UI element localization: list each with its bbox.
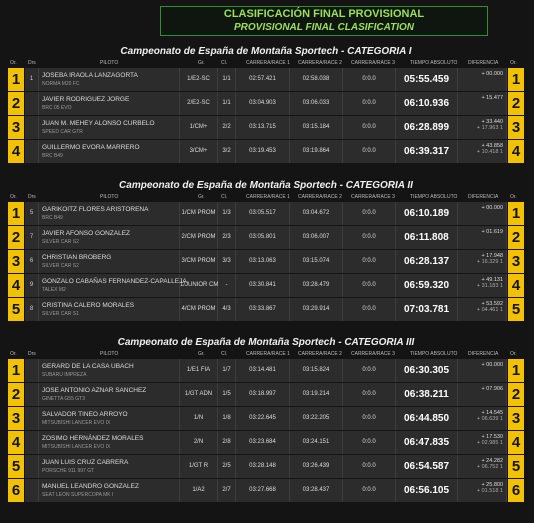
group-class: 1/JUNIOR CM xyxy=(180,274,218,297)
position-badge-right: 1 xyxy=(508,359,524,382)
car-model: NORMA M20 FC xyxy=(42,81,80,87)
car-model: SILVER CAR S1 xyxy=(42,311,79,317)
car-model: GINETTA G55 GT3 xyxy=(42,396,85,402)
absolute-time: 06:38.211 xyxy=(396,383,458,406)
race2-time: 03:22.205 xyxy=(290,407,343,430)
race2-time: 02:58.038 xyxy=(290,68,343,91)
column-header-row xyxy=(8,349,524,359)
column-header-dif: DIFERENCIA xyxy=(468,60,499,66)
difference-cell xyxy=(458,202,507,225)
race3-time: 0:0.0 xyxy=(343,407,396,430)
difference-leader: + 24.282 xyxy=(481,458,503,464)
category-title: Campeonato de España de Montaña Sportech - CATEGORIA II xyxy=(119,180,413,191)
race3-time: 0:0.0 xyxy=(343,140,396,163)
dorsal-number xyxy=(25,407,39,430)
race1-time: 03:13.715 xyxy=(236,116,290,139)
position-badge: 2 xyxy=(8,226,24,249)
car-model: SUBARU IMPREZA xyxy=(42,372,87,378)
absolute-time: 06:47.835 xyxy=(396,431,458,454)
page-header xyxy=(160,6,488,36)
car-model: SILVER CAR S2 xyxy=(42,263,79,269)
driver-name: CRISTINA CALERO MORALES xyxy=(42,302,135,309)
column-header-race3: CARRERA/RACE 3 xyxy=(351,60,395,66)
table-row[interactable] xyxy=(8,92,524,115)
difference-cell xyxy=(458,298,507,321)
dorsal-number xyxy=(25,383,39,406)
race2-time: 03:19.214 xyxy=(290,383,343,406)
dorsal-number xyxy=(25,92,39,115)
group-class: 3/CM PROM xyxy=(180,250,218,273)
race3-time: 0:0.0 xyxy=(343,383,396,406)
driver-cell xyxy=(39,359,180,382)
driver-name: GARIKOITZ FLORES ARISTORENA xyxy=(42,206,149,213)
row-body xyxy=(25,250,507,273)
driver-name: GONZALO CABAÑAS FERNANDEZ-CAPALLEJA xyxy=(42,278,187,285)
difference-leader: + 00.000 xyxy=(481,71,503,77)
car-model: MITSUBISHI LANCER EVO IX xyxy=(42,420,111,426)
group-class: 3/CM+ xyxy=(180,140,218,163)
race1-time: 03:04.903 xyxy=(236,92,290,115)
category-section-2 xyxy=(8,180,524,322)
race2-time: 03:06.007 xyxy=(290,226,343,249)
absolute-time: 06:10.936 xyxy=(396,92,458,115)
driver-cell xyxy=(39,250,180,273)
difference-leader: + 00.000 xyxy=(481,205,503,211)
race2-time: 03:04.672 xyxy=(290,202,343,225)
absolute-time: 06:28.137 xyxy=(396,250,458,273)
dorsal-number: 1 xyxy=(25,68,39,91)
position-badge: 3 xyxy=(8,116,24,139)
class-position: 2/7 xyxy=(218,479,236,502)
row-body xyxy=(25,202,507,225)
column-header-race2: CARRERA/RACE 2 xyxy=(298,351,342,357)
column-header-abs: TIEMPO ABSOLUTO xyxy=(410,60,458,66)
driver-cell xyxy=(39,455,180,478)
position-badge-right: 2 xyxy=(508,383,524,406)
difference-cell xyxy=(458,383,507,406)
column-header-or: Or. xyxy=(10,194,17,200)
difference-cell xyxy=(458,92,507,115)
driver-cell xyxy=(39,431,180,454)
position-badge-right: 3 xyxy=(508,116,524,139)
driver-name: JAVIER RODRIGUEZ JORGE xyxy=(42,96,130,103)
driver-name: JAVIER AFONSO GONZALEZ xyxy=(42,230,131,237)
car-model: BRC B49 xyxy=(42,215,63,221)
column-header-race3: CARRERA/RACE 3 xyxy=(351,351,395,357)
position-badge: 2 xyxy=(8,92,24,115)
table-row[interactable] xyxy=(8,359,524,382)
class-position: 3/3 xyxy=(218,250,236,273)
race3-time: 0:0.0 xyxy=(343,226,396,249)
race3-time: 0:0.0 xyxy=(343,298,396,321)
difference-cell xyxy=(458,226,507,249)
header-title-es: CLASIFICACIÓN FINAL PROVISIONAL xyxy=(223,8,425,20)
difference-leader: + 43.858 xyxy=(481,143,503,149)
class-position: 2/2 xyxy=(218,116,236,139)
row-body xyxy=(25,407,507,430)
difference-previous: + 17.963 1 xyxy=(476,125,503,131)
driver-name: JOSE ANTONIO AZNAR SANCHEZ xyxy=(42,387,147,394)
column-header-row xyxy=(8,58,524,68)
difference-cell xyxy=(458,407,507,430)
position-badge-right: 4 xyxy=(508,274,524,297)
row-body xyxy=(25,274,507,297)
group-class: 1/E1 FIA xyxy=(180,359,218,382)
column-header-dif: DIFERENCIA xyxy=(468,194,499,200)
table-row[interactable] xyxy=(8,455,524,478)
driver-cell xyxy=(39,202,180,225)
race1-time: 03:19.453 xyxy=(236,140,290,163)
table-row[interactable] xyxy=(8,202,524,225)
driver-name: GERARD DE LA CASA UBACH xyxy=(42,363,134,370)
race3-time: 0:0.0 xyxy=(343,116,396,139)
driver-cell xyxy=(39,298,180,321)
column-header-race2: CARRERA/RACE 2 xyxy=(298,194,342,200)
position-badge-right: 5 xyxy=(508,298,524,321)
position-badge-right: 6 xyxy=(508,479,524,502)
column-header-cl: Cl. xyxy=(221,351,228,357)
row-body xyxy=(25,479,507,502)
race1-time: 03:05.801 xyxy=(236,226,290,249)
race1-time: 03:22.645 xyxy=(236,407,290,430)
race2-time: 03:28.437 xyxy=(290,479,343,502)
column-header-piloto: PILOTO xyxy=(100,194,119,200)
race2-time: 03:06.033 xyxy=(290,92,343,115)
group-class: 1/CM PROM xyxy=(180,202,218,225)
race1-time: 03:05.517 xyxy=(236,202,290,225)
difference-cell xyxy=(458,431,507,454)
difference-leader: + 07.906 xyxy=(481,386,503,392)
race1-time: 03:18.997 xyxy=(236,383,290,406)
absolute-time: 06:28.899 xyxy=(396,116,458,139)
position-badge: 5 xyxy=(8,455,24,478)
table-row[interactable] xyxy=(8,298,524,321)
group-class: 1/E2-SC xyxy=(180,68,218,91)
row-body xyxy=(25,359,507,382)
table-row[interactable] xyxy=(8,116,524,139)
column-header-or-right: Or. xyxy=(510,351,517,357)
difference-leader: + 49.131 xyxy=(481,277,503,283)
position-badge: 4 xyxy=(8,140,24,163)
driver-name: JUAN LUIS CRUZ CABRERA xyxy=(42,459,129,466)
difference-previous: + 06.752 1 xyxy=(476,464,503,470)
race2-time: 03:19.864 xyxy=(290,140,343,163)
position-badge: 1 xyxy=(8,202,24,225)
driver-cell xyxy=(39,226,180,249)
row-body xyxy=(25,431,507,454)
class-position: 1/7 xyxy=(218,359,236,382)
car-model: SEAT LEON SUPERCOPA MK I xyxy=(42,492,114,498)
category-section-1 xyxy=(8,46,524,164)
column-header-piloto: PILOTO xyxy=(100,351,119,357)
race3-time: 0:0.0 xyxy=(343,479,396,502)
race3-time: 0:0.0 xyxy=(343,359,396,382)
row-body xyxy=(25,116,507,139)
difference-cell xyxy=(458,479,507,502)
class-position: - xyxy=(218,274,236,297)
driver-name: JUAN M. MEHEY ALONSO CURBELO xyxy=(42,120,155,127)
race1-time: 03:33.867 xyxy=(236,298,290,321)
dorsal-number: 9 xyxy=(25,274,39,297)
difference-previous: + 10.418 1 xyxy=(476,149,503,155)
group-class: 1/GT R xyxy=(180,455,218,478)
difference-leader: + 00.000 xyxy=(481,362,503,368)
position-badge: 3 xyxy=(8,250,24,273)
difference-previous: + 01.518 1 xyxy=(476,488,503,494)
race3-time: 0:0.0 xyxy=(343,431,396,454)
class-position: 4/3 xyxy=(218,298,236,321)
difference-previous: + 02.985 1 xyxy=(476,440,503,446)
race1-time: 03:30.841 xyxy=(236,274,290,297)
difference-leader: + 33.440 xyxy=(481,119,503,125)
difference-cell xyxy=(458,68,507,91)
column-header-race2: CARRERA/RACE 2 xyxy=(298,60,342,66)
row-body xyxy=(25,298,507,321)
column-header-race1: CARRERA/RACE 1 xyxy=(246,60,290,66)
dorsal-number: 8 xyxy=(25,298,39,321)
race2-time: 03:26.439 xyxy=(290,455,343,478)
race3-time: 0:0.0 xyxy=(343,202,396,225)
table-row[interactable] xyxy=(8,226,524,249)
race1-time: 03:23.684 xyxy=(236,431,290,454)
column-header-or: Or. xyxy=(10,351,17,357)
dorsal-number xyxy=(25,431,39,454)
category-section-3 xyxy=(8,337,524,503)
driver-cell xyxy=(39,383,180,406)
difference-cell xyxy=(458,359,507,382)
group-class: 2/N xyxy=(180,431,218,454)
table-row[interactable] xyxy=(8,431,524,454)
driver-name: SALVADOR TINEO ARROYO xyxy=(42,411,128,418)
difference-leader: + 17.530 xyxy=(481,434,503,440)
class-position: 2/8 xyxy=(218,431,236,454)
column-header-or: Or. xyxy=(10,60,17,66)
column-header-gr: Gr. xyxy=(198,351,205,357)
table-row[interactable] xyxy=(8,68,524,91)
absolute-time: 06:54.587 xyxy=(396,455,458,478)
difference-cell xyxy=(458,140,507,163)
column-header-dors: Drs xyxy=(28,351,36,357)
difference-cell xyxy=(458,274,507,297)
difference-leader: + 17.948 xyxy=(481,253,503,259)
group-class: 2/CM PROM xyxy=(180,226,218,249)
driver-cell xyxy=(39,92,180,115)
position-badge-right: 2 xyxy=(508,226,524,249)
column-header-race3: CARRERA/RACE 3 xyxy=(351,194,395,200)
class-position: 1/1 xyxy=(218,68,236,91)
driver-cell xyxy=(39,68,180,91)
group-class: 1/GT ADN xyxy=(180,383,218,406)
difference-previous: + 06.639 1 xyxy=(476,416,503,422)
position-badge-right: 4 xyxy=(508,140,524,163)
position-badge-right: 3 xyxy=(508,250,524,273)
row-body xyxy=(25,140,507,163)
difference-leader: + 25.800 xyxy=(481,482,503,488)
dorsal-number xyxy=(25,479,39,502)
class-position: 1/1 xyxy=(218,92,236,115)
race3-time: 0:0.0 xyxy=(343,92,396,115)
position-badge-right: 1 xyxy=(508,202,524,225)
driver-name: GUILLERMO EVORA MARRERO xyxy=(42,144,140,151)
race2-time: 03:15.824 xyxy=(290,359,343,382)
difference-cell xyxy=(458,455,507,478)
race3-time: 0:0.0 xyxy=(343,68,396,91)
column-header-gr: Gr. xyxy=(198,194,205,200)
race3-time: 0:0.0 xyxy=(343,455,396,478)
table-row[interactable] xyxy=(8,250,524,273)
absolute-time: 06:39.317 xyxy=(396,140,458,163)
difference-leader: + 15.477 xyxy=(481,95,503,101)
row-body xyxy=(25,455,507,478)
driver-cell xyxy=(39,274,187,297)
table-row[interactable] xyxy=(8,479,524,502)
class-position: 1/3 xyxy=(218,202,236,225)
position-badge-right: 2 xyxy=(508,92,524,115)
column-header-abs: TIEMPO ABSOLUTO xyxy=(410,194,458,200)
driver-name: MANUEL LEANDRO GONZALEZ xyxy=(42,483,139,490)
position-badge: 1 xyxy=(8,359,24,382)
driver-cell xyxy=(39,116,180,139)
group-class: 2/E2-SC xyxy=(180,92,218,115)
column-header-gr: Gr. xyxy=(198,60,205,66)
difference-cell xyxy=(458,250,507,273)
absolute-time: 06:59.320 xyxy=(396,274,458,297)
absolute-time: 06:44.850 xyxy=(396,407,458,430)
position-badge-right: 5 xyxy=(508,455,524,478)
table-row[interactable] xyxy=(8,383,524,406)
position-badge: 1 xyxy=(8,68,24,91)
category-title: Campeonato de España de Montaña Sportech - CATEGORIA I xyxy=(120,46,412,57)
race1-time: 03:13.063 xyxy=(236,250,290,273)
absolute-time: 06:56.105 xyxy=(396,479,458,502)
class-position: 1/5 xyxy=(218,383,236,406)
class-position: 1/8 xyxy=(218,407,236,430)
header-title-en: PROVISIONAL FINAL CLASIFICATION xyxy=(233,22,414,33)
row-body xyxy=(25,92,507,115)
dorsal-number xyxy=(25,455,39,478)
row-body xyxy=(25,68,507,91)
race1-time: 02:57.421 xyxy=(236,68,290,91)
position-badge: 3 xyxy=(8,407,24,430)
difference-leader: + 14.545 xyxy=(481,410,503,416)
position-badge-right: 4 xyxy=(508,431,524,454)
race1-time: 03:14.481 xyxy=(236,359,290,382)
absolute-time: 06:11.808 xyxy=(396,226,458,249)
driver-name: CHRISTIAN BROBERG xyxy=(42,254,112,261)
group-class: 1/CM+ xyxy=(180,116,218,139)
race1-time: 03:27.668 xyxy=(236,479,290,502)
car-model: SILVER CAR S2 xyxy=(42,239,79,245)
category-title: Campeonato de España de Montaña Sportech - CATEGORIA III xyxy=(117,337,415,348)
table-row[interactable] xyxy=(8,407,524,430)
column-header-cl: Cl. xyxy=(221,60,228,66)
column-header-dors: Drs xyxy=(28,194,36,200)
difference-leader: + 01.619 xyxy=(481,229,503,235)
column-header-cl: Cl. xyxy=(221,194,228,200)
absolute-time: 06:10.189 xyxy=(396,202,458,225)
position-badge: 4 xyxy=(8,431,24,454)
column-header-dif: DIFERENCIA xyxy=(468,351,499,357)
position-badge: 4 xyxy=(8,274,24,297)
car-model: TALEX M2 xyxy=(42,287,66,293)
race2-time: 03:15.074 xyxy=(290,250,343,273)
car-model: BRC 05 EVO xyxy=(42,105,72,111)
absolute-time: 06:30.305 xyxy=(396,359,458,382)
position-badge: 5 xyxy=(8,298,24,321)
race2-time: 03:24.151 xyxy=(290,431,343,454)
column-header-or-right: Or. xyxy=(510,60,517,66)
absolute-time: 07:03.781 xyxy=(396,298,458,321)
position-badge: 6 xyxy=(8,479,24,502)
class-position: 2/5 xyxy=(218,455,236,478)
class-position: 2/3 xyxy=(218,226,236,249)
driver-name: ZOSIMO HERNÁNDEZ MORALES xyxy=(42,435,144,442)
race3-time: 0:0.0 xyxy=(343,274,396,297)
column-header-row xyxy=(8,192,524,202)
difference-previous: + 04.461 1 xyxy=(476,307,503,313)
absolute-time: 05:55.459 xyxy=(396,68,458,91)
car-model: BRC B49 xyxy=(42,153,63,159)
position-badge-right: 3 xyxy=(508,407,524,430)
race2-time: 03:29.914 xyxy=(290,298,343,321)
group-class: 1/N xyxy=(180,407,218,430)
column-header-or-right: Or. xyxy=(510,194,517,200)
driver-cell xyxy=(39,407,180,430)
column-header-dors: Drs xyxy=(28,60,36,66)
group-class: 4/CM PROM xyxy=(180,298,218,321)
driver-name: JOSEBA IRAOLA LANZAGORTA xyxy=(42,72,138,79)
difference-leader: + 53.592 xyxy=(481,301,503,307)
driver-cell xyxy=(39,479,180,502)
difference-previous: + 31.183 1 xyxy=(476,283,503,289)
dorsal-number: 7 xyxy=(25,226,39,249)
position-badge-right: 1 xyxy=(508,68,524,91)
row-body xyxy=(25,383,507,406)
race2-time: 03:28.479 xyxy=(290,274,343,297)
class-position: 3/2 xyxy=(218,140,236,163)
difference-previous: + 16.329 1 xyxy=(476,259,503,265)
table-row[interactable] xyxy=(8,274,524,297)
row-body xyxy=(25,226,507,249)
car-model: PORSCHE 911 997 GT xyxy=(42,468,95,474)
dorsal-number xyxy=(25,359,39,382)
dorsal-number: 5 xyxy=(25,202,39,225)
column-header-abs: TIEMPO ABSOLUTO xyxy=(410,351,458,357)
position-badge: 2 xyxy=(8,383,24,406)
column-header-piloto: PILOTO xyxy=(100,60,119,66)
driver-cell xyxy=(39,140,180,163)
table-row[interactable] xyxy=(8,140,524,163)
dorsal-number xyxy=(25,140,39,163)
race2-time: 03:15.184 xyxy=(290,116,343,139)
group-class: 1/A2 xyxy=(180,479,218,502)
car-model: MITSUBISHI LANCER EVO IX xyxy=(42,444,111,450)
column-header-race1: CARRERA/RACE 1 xyxy=(246,351,290,357)
race3-time: 0:0.0 xyxy=(343,250,396,273)
dorsal-number: 6 xyxy=(25,250,39,273)
difference-cell xyxy=(458,116,507,139)
column-header-race1: CARRERA/RACE 1 xyxy=(246,194,290,200)
race1-time: 03:28.148 xyxy=(236,455,290,478)
dorsal-number xyxy=(25,116,39,139)
car-model: SPEED CAR GTR xyxy=(42,129,83,135)
